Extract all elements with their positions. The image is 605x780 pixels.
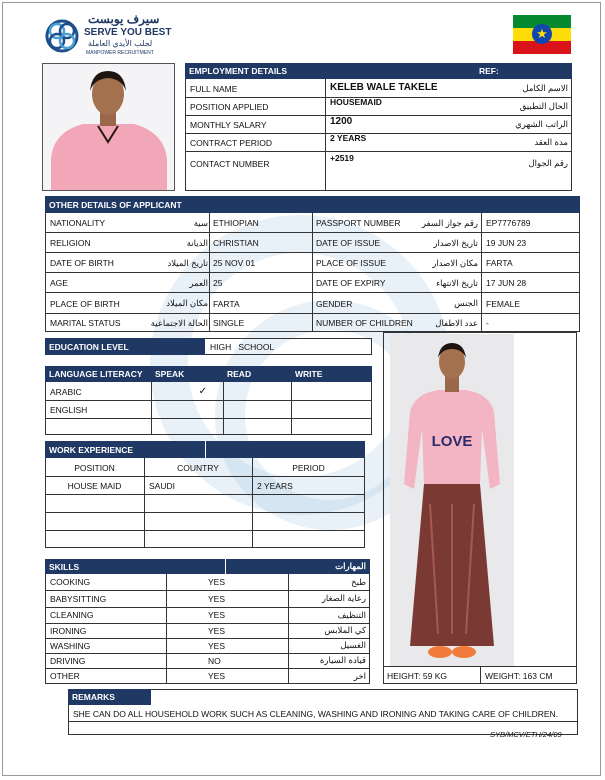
other-label-ar: الديانة (186, 237, 208, 248)
other-value: 25 NOV 01 (213, 258, 256, 268)
other-label-2-ar: تاريخ الاصدار (433, 237, 478, 248)
education-label: EDUCATION LEVEL (45, 338, 205, 355)
applicant-photo-small (42, 63, 175, 191)
other-label: PLACE OF BIRTH (50, 298, 120, 309)
other-value-2: 19 JUN 23 (486, 238, 527, 248)
work-row-position: HOUSE MAID (67, 480, 122, 491)
skill-name-ar: رعاية الصغار (321, 593, 366, 603)
other-value: ETHIOPIAN (213, 218, 259, 228)
other-value: CHRISTIAN (213, 238, 259, 248)
skill-value: YES (208, 577, 226, 587)
skill-value: YES (208, 625, 226, 636)
footer-code: SYB/MCV/ETH/24/09 (490, 729, 562, 739)
full-name-ar: الاسم الكامل (522, 83, 568, 93)
other-label: MARITAL STATUS (50, 318, 121, 328)
full-name-label: FULL NAME (190, 83, 238, 94)
skill-value: YES (208, 610, 226, 620)
logo-knot-icon (44, 16, 80, 56)
work-row-country: SAUDI (149, 480, 175, 491)
language-row-arabic: ARABIC (50, 386, 82, 397)
other-value-2: FARTA (486, 258, 513, 268)
arabic-speak-check: ✓ (198, 386, 207, 397)
work-col-period: PERIOD (292, 462, 325, 473)
other-value-2: - (486, 318, 489, 328)
skill-value: YES (208, 640, 226, 651)
skill-name: WASHING (50, 640, 91, 651)
other-label: DATE OF BIRTH (50, 258, 114, 268)
remarks-header: REMARKS (68, 689, 151, 705)
logo-arabic: سيرف يوبست (88, 12, 160, 26)
other-label-2: NUMBER OF CHILDREN (316, 318, 413, 328)
salary-ar: الراتب الشهري (515, 119, 568, 129)
skill-value: YES (208, 593, 226, 604)
other-label-2-ar: عدد الاطفال (435, 317, 478, 328)
language-header-literacy: LANGUAGE LITERACY (45, 366, 151, 382)
weight-value: WEIGHT: 163 CM (485, 670, 553, 681)
remarks-text: SHE CAN DO ALL HOUSEHOLD WORK SUCH AS CLEANING, WASHING AND IRONING AND TAKING CARE OF CHILDREN. (73, 708, 559, 719)
other-value-2: FEMALE (486, 298, 521, 309)
other-value-2: 17 JUN 28 (486, 278, 527, 288)
work-col-position: POSITION (74, 462, 115, 473)
logo-tagline: MANPOWER RECRUITMENT (86, 50, 154, 56)
contract-ar: مدة العقد (534, 137, 568, 147)
other-label-2-ar: تاريخ الانتهاء (436, 277, 478, 288)
other-label: NATIONALITY (50, 218, 106, 228)
language-row-english: ENGLISH (50, 404, 88, 415)
other-label: AGE (50, 278, 68, 288)
skills-header-ar: المهارات (225, 559, 370, 574)
skill-name-ar: طبخ (351, 576, 366, 587)
language-header-speak: SPEAK (151, 366, 223, 382)
skill-name: COOKING (50, 577, 91, 587)
skill-name: CLEANING (50, 610, 94, 620)
contact-value: +2519 (330, 153, 354, 163)
contract-value: 2 YEARS (330, 133, 367, 143)
salary-value: 1200 (330, 115, 353, 127)
other-label-2: DATE OF EXPIRY (316, 278, 386, 288)
skill-name-ar: قيادة السيارة (319, 655, 366, 665)
other-label-ar: العمر (189, 277, 208, 288)
ref-header: REF: (475, 63, 572, 79)
skill-name-ar: الغسيل (340, 640, 366, 650)
logo-arabic-sub: لجلب الأيدي العاملة (88, 39, 153, 48)
work-col-country: COUNTRY (177, 462, 219, 473)
work-row-period: 2 YEARS (257, 480, 293, 491)
other-value: SINGLE (213, 318, 245, 328)
other-label-ar: تاريخ الميلاد (167, 257, 208, 268)
shirt-text: LOVE (431, 433, 473, 450)
position-label: POSITION APPLIED (190, 101, 269, 112)
flag-emblem-icon: ★ (532, 24, 552, 44)
other-label-2: GENDER (316, 298, 353, 309)
work-experience-header: WORK EXPERIENCE (45, 441, 205, 458)
employment-header: EMPLOYMENT DETAILS (185, 63, 475, 79)
other-label-2-ar: رقم جواز السفر (421, 217, 478, 228)
other-label-ar: سية (193, 217, 208, 228)
other-label-2-ar: الجنس (454, 298, 478, 308)
skill-name: DRIVING (50, 655, 86, 666)
contact-label: CONTACT NUMBER (190, 158, 270, 169)
other-label-ar: مكان الميلاد (166, 298, 208, 308)
skills-header: SKILLS (45, 559, 225, 574)
company-logo (44, 12, 184, 60)
position-ar: الحال التطبيق (519, 101, 568, 111)
other-label: RELIGION (50, 238, 91, 248)
skill-name: OTHER (50, 671, 80, 681)
logo-name: SERVE YOU BEST (84, 27, 172, 38)
contact-ar: رقم الجوال (528, 158, 568, 168)
other-value: FARTA (213, 298, 240, 309)
skill-name-ar: التنظيف (337, 609, 366, 620)
applicant-photo-full-image (390, 334, 514, 666)
ethiopia-flag (513, 15, 571, 54)
language-header-read: READ (223, 366, 291, 382)
other-label-ar: الحالة الاجتماعية (150, 317, 208, 328)
portrait-icon (43, 64, 174, 190)
skill-value: YES (208, 671, 226, 681)
skill-value: NO (208, 655, 221, 666)
full-name-value: KELEB WALE TAKELE (330, 81, 438, 93)
other-value-2: EP7776789 (486, 218, 531, 228)
skill-name: BABYSITTING (50, 593, 107, 604)
other-label-2: DATE OF ISSUE (316, 238, 381, 248)
skill-name-ar: كي الملابس (324, 625, 366, 635)
contract-label: CONTRACT PERIOD (190, 137, 273, 148)
salary-label: MONTHLY SALARY (190, 119, 267, 130)
other-value: 25 (213, 278, 223, 288)
skill-name: IRONING (50, 625, 87, 636)
other-label-2: PLACE OF ISSUE (316, 258, 386, 268)
other-label-2: PASSPORT NUMBER (316, 218, 401, 228)
language-header-write: WRITE (291, 366, 372, 382)
other-details-header: OTHER DETAILS OF APPLICANT (45, 196, 580, 213)
position-value: HOUSEMAID (330, 97, 382, 107)
height-value: HEIGHT: 59 KG (387, 670, 447, 681)
skill-name-ar: اخر (353, 670, 366, 681)
work-experience-header-fill (205, 441, 365, 458)
education-value: HIGH SCHOOL (210, 341, 275, 352)
full-body-portrait-icon (390, 334, 514, 666)
other-label-2-ar: مكان الاصدار (432, 257, 478, 268)
